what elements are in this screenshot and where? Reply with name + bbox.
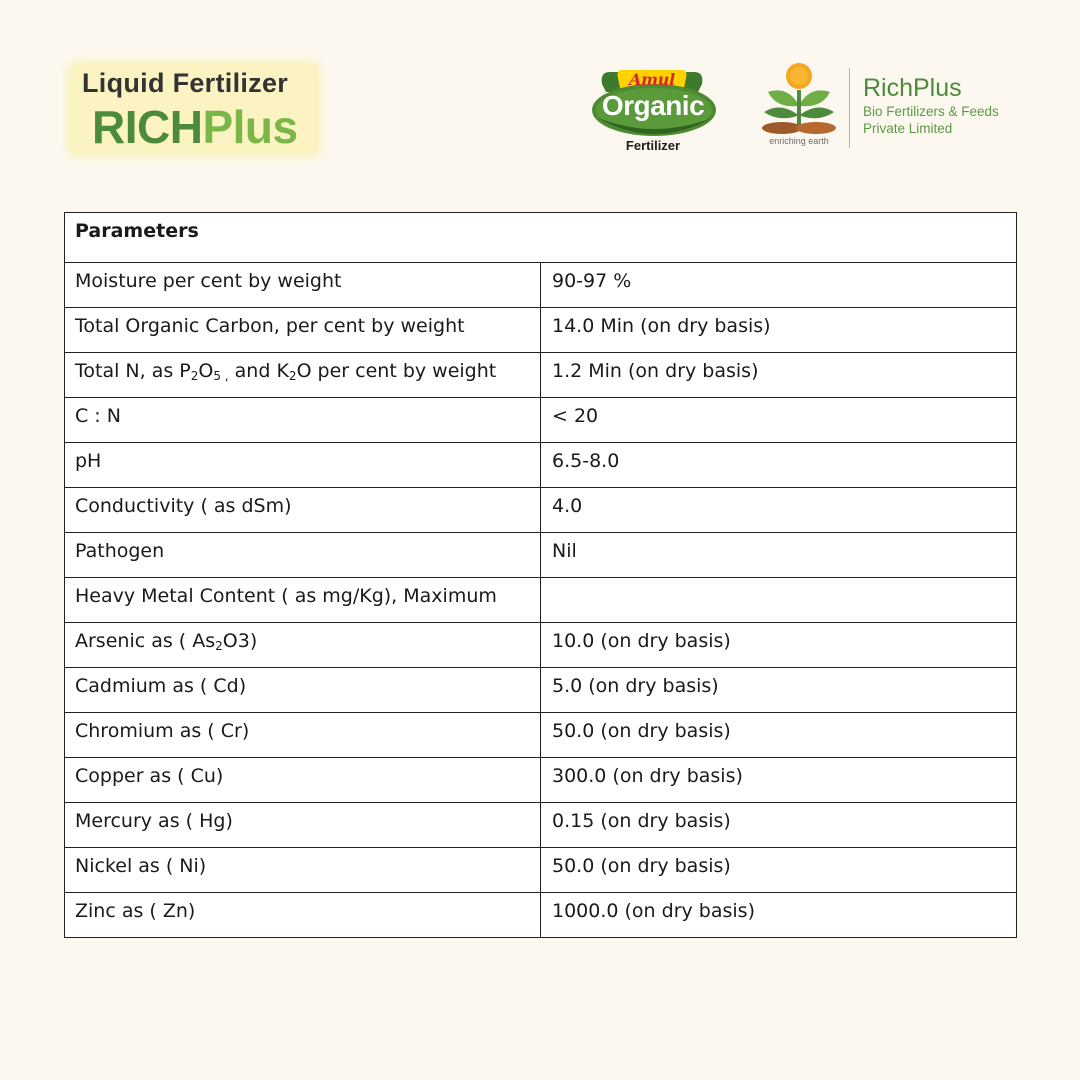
company-name-line2: Bio Fertilizers & Feeds [863,104,999,119]
parameter-cell: Zinc as ( Zn) [65,893,541,938]
value-cell: 6.5-8.0 [541,443,1017,488]
value-cell: 5.0 (on dry basis) [541,668,1017,713]
amul-fertilizer-text: Fertilizer [625,138,681,153]
product-badge [70,64,318,154]
table-row [65,803,1017,848]
subscript: 5 , [213,369,229,383]
table-row [65,443,1017,488]
parameter-cell: Chromium as ( Cr) [65,713,541,758]
specification-sheet [64,212,1016,938]
parameter-cell: pH [65,443,541,488]
param-text: and K [228,360,289,382]
product-type-label: Liquid Fertilizer [82,68,289,98]
sprout-icon [758,62,840,136]
parameter-cell [65,623,541,668]
table-row [65,488,1017,533]
table-row [65,668,1017,713]
table-row [65,353,1017,398]
subscript: 2 [288,369,297,383]
value-cell [541,578,1017,623]
param-text: Arsenic as ( As [75,630,216,652]
table-row [65,533,1017,578]
product-name-label [92,100,298,154]
value-cell: < 20 [541,398,1017,443]
product-name-part-rich: RICH [92,101,203,153]
table-row [65,713,1017,758]
value-cell: 10.0 (on dry basis) [541,623,1017,668]
table-row [65,623,1017,668]
value-cell: 4.0 [541,488,1017,533]
param-text: O3) [222,630,258,652]
table-row [65,308,1017,353]
param-text: O [198,360,214,382]
value-cell: Nil [541,533,1017,578]
value-cell: 1.2 Min (on dry basis) [541,353,1017,398]
value-cell: 50.0 (on dry basis) [541,848,1017,893]
table-row [65,263,1017,308]
parameter-cell: C : N [65,398,541,443]
value-cell: 1000.0 (on dry basis) [541,893,1017,938]
table-header-row [65,213,1017,263]
subscript: 2 [215,639,223,653]
parameter-cell: Cadmium as ( Cd) [65,668,541,713]
value-cell: 14.0 Min (on dry basis) [541,308,1017,353]
company-name-line3: Private Limited [863,121,953,136]
product-name-part-plus: Plus [202,101,298,153]
company-name: RichPlus [863,74,962,102]
table-row [65,578,1017,623]
value-cell: 90-97 % [541,263,1017,308]
value-cell: 0.15 (on dry basis) [541,803,1017,848]
param-text: Total N, as P [75,360,191,382]
parameter-cell: Conductivity ( as dSm) [65,488,541,533]
parameter-cell: Total Organic Carbon, per cent by weight [65,308,541,353]
parameter-cell: Heavy Metal Content ( as mg/Kg), Maximum [65,578,541,623]
richplus-tagline: enriching earth [769,136,829,146]
amul-organic-text: Organic [601,90,705,121]
parameter-cell: Pathogen [65,533,541,578]
amul-organic-logo [592,66,720,158]
parameters-header: Parameters [65,213,1017,263]
parameter-cell [65,353,541,398]
param-text: O per cent by weight [296,360,497,382]
parameter-cell: Mercury as ( Hg) [65,803,541,848]
parameter-cell: Moisture per cent by weight [65,263,541,308]
logo-divider [849,68,850,148]
parameter-cell: Copper as ( Cu) [65,758,541,803]
value-cell: 50.0 (on dry basis) [541,713,1017,758]
parameter-cell: Nickel as ( Ni) [65,848,541,893]
table-row [65,758,1017,803]
table-row [65,893,1017,938]
table-row [65,398,1017,443]
amul-brand-text: Amul [629,70,675,89]
value-cell: 300.0 (on dry basis) [541,758,1017,803]
richplus-plant-logo [758,62,840,152]
subscript: 2 [190,369,199,383]
table-row [65,848,1017,893]
parameters-table [64,212,1017,938]
